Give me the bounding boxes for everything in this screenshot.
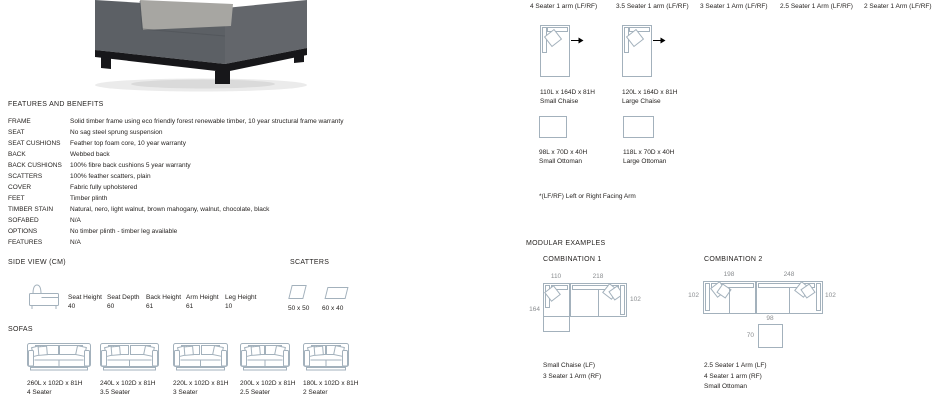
- sofa-item: [173, 343, 228, 397]
- sofa-item: [100, 343, 159, 397]
- feature-label: COVER: [8, 184, 32, 191]
- seater-label: 2 Seater 1 Arm (LF/RF): [864, 3, 932, 10]
- feature-label: BACK: [8, 151, 26, 158]
- seater-label: 3 Seater 1 Arm (LF/RF): [700, 3, 768, 10]
- seater-label: 4 Seater 1 arm (LF/RF): [530, 3, 598, 10]
- feature-value: 100% feather scatters, plain: [70, 173, 151, 180]
- scatter-size: 60 x 40: [322, 305, 344, 312]
- feature-value: Webbed back: [70, 151, 110, 158]
- feature-label: SEAT CUSHIONS: [8, 140, 61, 147]
- combination-1-diagram: [527, 270, 647, 352]
- measurement: [186, 293, 219, 311]
- sofa-dimensions: 200L x 102D x 81H: [240, 380, 296, 387]
- feature-value: Fabric fully upholstered: [70, 184, 138, 191]
- sofas-title: SOFAS: [8, 326, 33, 333]
- feature-label: FEATURES: [8, 239, 43, 246]
- chaise-item: [622, 25, 677, 106]
- combination-1-caption: [543, 361, 601, 382]
- feature-value: Solid timber frame using eco friendly forest renewable timber, 10 year structural frame warranty: [70, 118, 344, 125]
- measurement: [225, 293, 256, 311]
- sofa-dimensions: 180L x 102D x 81H: [303, 380, 359, 387]
- footnote: *(LF/RF) Left or Right Facing Arm: [539, 193, 636, 200]
- ottoman-top-view-diagram: [623, 116, 654, 138]
- feature-label: FEET: [8, 195, 25, 202]
- sofa-name: 2.5 Seater: [240, 389, 270, 396]
- combination-2-plan: [685, 270, 840, 352]
- chaise-item: [540, 25, 595, 106]
- sofa-item: [240, 343, 295, 397]
- dim-label: 164: [529, 306, 540, 313]
- sofas-section: [8, 326, 368, 396]
- feature-label: BACK CUSHIONS: [8, 162, 62, 169]
- combination-2-caption: [704, 361, 767, 393]
- ottoman-item: [623, 116, 674, 166]
- measurement: [68, 293, 102, 311]
- feature-value: No sag steel sprung suspension: [70, 129, 163, 136]
- dim-label: 110: [550, 273, 562, 280]
- arrow-right-icon: [571, 38, 584, 44]
- dim-label: 98: [766, 315, 774, 322]
- chaise-dimensions: 110L x 164D x 81H: [540, 89, 595, 96]
- combination-1-plan: [527, 270, 647, 352]
- measurement: [107, 293, 140, 311]
- measurement-label: Arm Height: [186, 294, 219, 301]
- chaise-name: Small Chaise: [540, 98, 579, 105]
- feature-value: N/A: [70, 217, 81, 224]
- sofa-front-diagram: [303, 343, 349, 371]
- feature-value: No timber plinth - timber leg available: [70, 228, 178, 235]
- sofa-front-diagram: [240, 343, 290, 371]
- caption-line: 2.5 Seater 1 Arm (LF): [704, 362, 767, 369]
- scatter-cushion-diagram: [288, 285, 306, 299]
- measurement-value: 10: [225, 303, 233, 310]
- measurement-label: Seat Height: [68, 294, 102, 301]
- measurement-value: 61: [186, 303, 194, 310]
- feature-label: SOFABED: [8, 217, 39, 224]
- ottoman-top-view-diagram: [539, 116, 567, 138]
- features-table: [8, 116, 343, 248]
- sofa-front-diagram: [100, 343, 159, 371]
- measurement: [146, 293, 181, 311]
- feature-value: Natural, nero, light walnut, brown mahogany, walnut, chocolate, black: [70, 206, 270, 213]
- sofa-front-diagram: [173, 343, 228, 371]
- caption-line: Small Chaise (LF): [543, 362, 596, 369]
- product-photo: [85, 0, 313, 94]
- ottoman-item: [539, 116, 587, 166]
- caption-line: Small Ottoman: [704, 383, 747, 390]
- scatter-cushion-diagram: [325, 287, 349, 299]
- sofa-dimensions: 240L x 102D x 81H: [100, 380, 156, 387]
- dim-label: 70: [746, 332, 754, 339]
- caption-line: 4 Seater 1 arm (RF): [704, 372, 762, 380]
- feature-value: Timber plinth: [70, 195, 108, 202]
- dim-label: 198: [723, 271, 735, 278]
- sofa-name: 4 Seater: [27, 389, 52, 396]
- dim-label: 102: [825, 292, 836, 299]
- feature-value: N/A: [70, 239, 81, 246]
- feature-label: OPTIONS: [8, 228, 38, 235]
- chaise-top-view-diagram: [622, 25, 666, 77]
- chaise-top-view-diagram: [540, 25, 584, 77]
- features-section: [8, 101, 343, 248]
- feature-label: SCATTERS: [8, 173, 43, 180]
- sofa-item: [27, 343, 91, 397]
- modular-title: MODULAR EXAMPLES: [526, 240, 606, 247]
- scatters-section: [288, 259, 368, 319]
- dim-label: 218: [592, 273, 604, 280]
- measurement-label: Leg Height: [225, 294, 257, 301]
- scatter-size: 50 x 50: [288, 305, 310, 312]
- feature-value: Feather top foam core, 10 year warranty: [70, 140, 186, 147]
- measurement-label: Seat Depth: [107, 294, 140, 301]
- sofa-name: 3 Seater: [173, 389, 198, 396]
- feature-value: 100% fibre back cushions 5 year warranty: [70, 162, 191, 169]
- ottoman-name: Small Ottoman: [539, 158, 582, 165]
- measurement-value: 61: [146, 303, 154, 310]
- scatters-title: SCATTERS: [290, 259, 330, 266]
- side-view-section: [8, 259, 278, 319]
- ottoman-name: Large Ottoman: [623, 158, 667, 165]
- chaise-dimensions: 120L x 164D x 81H: [622, 89, 678, 96]
- dim-label: 248: [783, 271, 795, 278]
- dim-label: 102: [688, 292, 699, 299]
- caption-line: 3 Seater 1 Arm (RF): [543, 372, 602, 380]
- measurement-label: Back Height: [146, 294, 182, 301]
- measurement-value: 40: [68, 303, 76, 310]
- feature-label: TIMBER STAIN: [8, 206, 54, 213]
- sofa-dimensions: 220L x 102D x 81H: [173, 380, 229, 387]
- sofa-name: 3.5 Seater: [100, 389, 130, 396]
- sofa-front-diagram: [27, 343, 91, 371]
- chaise-name: Large Chaise: [622, 98, 661, 105]
- ottoman-dimensions: 98L x 70D x 40H: [539, 149, 588, 156]
- sofa-dimensions: 260L x 102D x 81H: [27, 380, 83, 387]
- side-view-title: SIDE VIEW (CM): [8, 259, 66, 266]
- features-title: FEATURES AND BENEFITS: [8, 101, 104, 108]
- combination-title: COMBINATION 1: [543, 256, 602, 263]
- seater-label: 3.5 Seater 1 arm (LF/RF): [616, 3, 689, 10]
- dim-label: 102: [630, 296, 641, 303]
- sofa-item: [303, 343, 358, 397]
- feature-label: FRAME: [8, 118, 31, 125]
- sofa-side-view-icon: [25, 281, 63, 311]
- ottoman-dimensions: 118L x 70D x 40H: [623, 149, 675, 156]
- combination-2-diagram: [685, 270, 840, 352]
- feature-label: SEAT: [8, 129, 25, 136]
- arrow-right-icon: [653, 38, 666, 44]
- combination-title: COMBINATION 2: [704, 256, 763, 263]
- sofa-name: 2 Seater: [303, 389, 328, 396]
- seater-label: 2.5 Seater 1 Arm (LF/RF): [780, 3, 853, 10]
- measurement-value: 60: [107, 303, 115, 310]
